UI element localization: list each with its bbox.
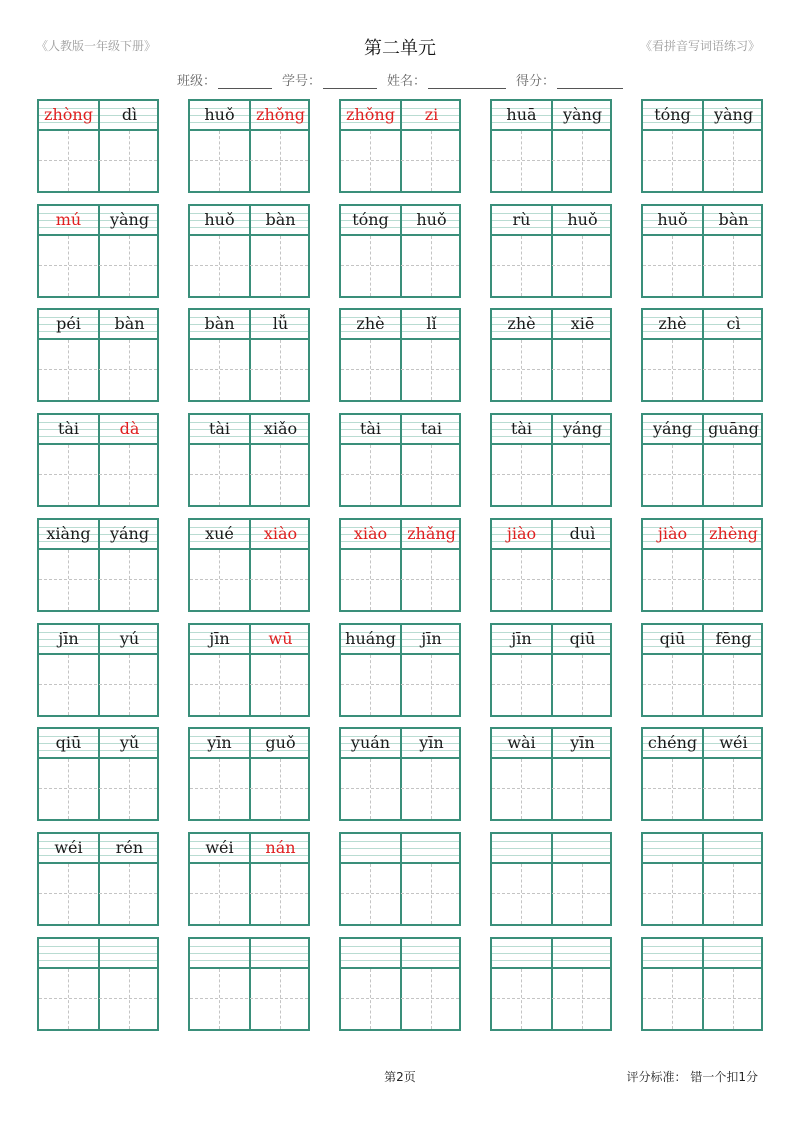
character-writing-area[interactable] [341, 550, 459, 610]
name-label: 姓名： [387, 74, 427, 89]
word-box [490, 308, 612, 402]
character-writing-area[interactable] [492, 340, 610, 400]
pinyin-left: chéng [647, 733, 698, 753]
class-label: 班级： [176, 74, 216, 89]
word-box [490, 623, 612, 717]
word-box [188, 99, 310, 193]
pinyin-right: dà [119, 419, 140, 439]
pinyin-left: zhǒng [346, 105, 395, 124]
pinyin-band [190, 729, 308, 759]
name-blank[interactable] [428, 74, 506, 89]
pinyin-left: jiào [657, 523, 688, 543]
pinyin-band [492, 939, 610, 969]
pinyin-band [39, 310, 157, 340]
pinyin-band [190, 520, 308, 550]
word-box [37, 413, 159, 507]
pinyin-right: bàn [265, 209, 296, 229]
character-writing-area[interactable] [39, 969, 157, 1029]
pinyin-right: yú [119, 628, 140, 648]
character-writing-area[interactable] [190, 236, 308, 296]
word-box [339, 308, 461, 402]
pinyin-band [643, 939, 761, 969]
character-writing-area[interactable] [492, 445, 610, 505]
pinyin-right: wéi [719, 733, 748, 753]
character-writing-area[interactable] [190, 969, 308, 1029]
word-box [641, 518, 763, 612]
word-box [37, 832, 159, 926]
word-box [339, 623, 461, 717]
pinyin-band [643, 206, 761, 236]
character-writing-area[interactable] [341, 655, 459, 715]
pinyin-band [190, 206, 308, 236]
edition-label: 《人教版一年级下册》 [36, 39, 157, 53]
word-box [490, 204, 612, 298]
pinyin-right: tai [420, 419, 443, 439]
pinyin-band [341, 625, 459, 655]
pinyin-band [492, 729, 610, 759]
word-box [37, 727, 159, 821]
word-box [188, 413, 310, 507]
pinyin-band [643, 834, 761, 864]
pinyin-band [39, 101, 157, 131]
pinyin-right: guāng [708, 419, 759, 439]
pinyin-left: xiàng [46, 523, 91, 543]
pinyin-band [341, 520, 459, 550]
character-writing-area[interactable] [341, 969, 459, 1029]
pinyin-band [341, 206, 459, 236]
pinyin-right: xiē [570, 314, 595, 334]
pinyin-right: lǚ [272, 314, 289, 334]
pinyin-left: zhòng [44, 105, 93, 124]
pinyin-band [492, 206, 610, 236]
word-box [641, 832, 763, 926]
pinyin-band [643, 101, 761, 131]
pinyin-band [39, 939, 157, 969]
word-box [188, 518, 310, 612]
pinyin-left: zhè [507, 314, 536, 334]
pinyin-left: huǒ [204, 105, 235, 124]
character-writing-area[interactable] [341, 445, 459, 505]
exercise-type-label: 《看拼音写词语练习》 [639, 39, 760, 53]
character-writing-area[interactable] [190, 550, 308, 610]
word-box [339, 518, 461, 612]
word-box [490, 937, 612, 1031]
pinyin-left: tóng [352, 209, 389, 229]
pinyin-band [492, 834, 610, 864]
character-writing-area[interactable] [190, 131, 308, 191]
word-box [37, 937, 159, 1031]
pinyin-band [341, 729, 459, 759]
pinyin-band [39, 415, 157, 445]
word-box [641, 937, 763, 1031]
character-writing-area[interactable] [643, 864, 761, 924]
character-writing-area[interactable] [643, 131, 761, 191]
student-info-bar [0, 70, 800, 89]
word-box [188, 308, 310, 402]
character-writing-area[interactable] [190, 340, 308, 400]
pinyin-right: jīn [421, 628, 442, 648]
pinyin-left: huā [506, 105, 537, 124]
pinyin-left: péi [56, 314, 81, 334]
pinyin-right: zhèng [709, 523, 758, 543]
character-writing-area[interactable] [643, 759, 761, 819]
word-box [37, 99, 159, 193]
pinyin-left: zhè [356, 314, 385, 334]
word-box [339, 204, 461, 298]
pinyin-right: yǔ [119, 733, 140, 753]
pinyin-left: wéi [205, 837, 234, 857]
pinyin-left: zhè [658, 314, 687, 334]
pinyin-band [643, 415, 761, 445]
pinyin-band [643, 310, 761, 340]
pinyin-band [341, 415, 459, 445]
pinyin-left: tóng [654, 105, 691, 124]
pinyin-left: yīn [207, 733, 232, 753]
pinyin-right: bàn [718, 209, 749, 229]
pinyin-right: huǒ [567, 209, 598, 229]
word-box [37, 308, 159, 402]
pinyin-band [492, 415, 610, 445]
word-box [37, 204, 159, 298]
character-writing-area[interactable] [492, 655, 610, 715]
word-box [339, 727, 461, 821]
word-box [641, 413, 763, 507]
student-id-field[interactable] [282, 70, 377, 89]
character-writing-area[interactable] [492, 759, 610, 819]
character-writing-area[interactable] [341, 759, 459, 819]
pinyin-right: zi [424, 105, 439, 124]
word-box [490, 832, 612, 926]
pinyin-left: wài [507, 733, 536, 753]
pinyin-band [643, 729, 761, 759]
character-writing-area[interactable] [39, 236, 157, 296]
pinyin-band [341, 101, 459, 131]
pinyin-right: yīn [570, 733, 595, 753]
pinyin-left: wéi [54, 837, 83, 857]
pinyin-right: cì [726, 314, 741, 334]
word-box [188, 727, 310, 821]
pinyin-left: qiū [659, 628, 686, 648]
pinyin-band [190, 625, 308, 655]
page-number: 第2页 [384, 1070, 416, 1084]
pinyin-left: xué [205, 523, 234, 543]
score-blank[interactable] [557, 74, 623, 89]
pinyin-band [39, 625, 157, 655]
character-writing-area[interactable] [190, 655, 308, 715]
character-writing-area[interactable] [492, 969, 610, 1029]
pinyin-right: wū [268, 628, 293, 648]
pinyin-band [492, 625, 610, 655]
student-id-label: 学号： [281, 74, 321, 89]
word-box [37, 518, 159, 612]
word-box [490, 518, 612, 612]
pinyin-band [341, 834, 459, 864]
word-box [188, 204, 310, 298]
pinyin-right: xiào [263, 523, 298, 543]
word-box [641, 308, 763, 402]
pinyin-band [190, 101, 308, 131]
pinyin-band [39, 729, 157, 759]
character-writing-area[interactable] [39, 759, 157, 819]
pinyin-right: yàng [562, 105, 603, 124]
character-writing-area[interactable] [39, 550, 157, 610]
pinyin-right: yáng [109, 523, 150, 543]
word-box [641, 99, 763, 193]
pinyin-left: tài [359, 419, 382, 439]
pinyin-left: yáng [652, 419, 693, 439]
class-blank[interactable] [218, 74, 272, 89]
pinyin-left: qiū [55, 733, 82, 753]
pinyin-band [190, 834, 308, 864]
character-writing-area[interactable] [190, 445, 308, 505]
word-box [339, 937, 461, 1031]
pinyin-right: fēng [715, 628, 752, 648]
pinyin-right: nán [265, 837, 296, 857]
pinyin-left: yuán [350, 733, 391, 753]
pinyin-band [39, 206, 157, 236]
character-writing-area[interactable] [643, 236, 761, 296]
pinyin-band [643, 520, 761, 550]
character-writing-area[interactable] [643, 655, 761, 715]
character-writing-area[interactable] [492, 131, 610, 191]
word-box [37, 623, 159, 717]
character-writing-area[interactable] [643, 550, 761, 610]
pinyin-right: dì [121, 105, 138, 124]
character-writing-area[interactable] [39, 445, 157, 505]
character-writing-area[interactable] [39, 864, 157, 924]
word-box [641, 623, 763, 717]
pinyin-right: huǒ [416, 209, 447, 229]
pinyin-right: yàng [109, 209, 150, 229]
pinyin-left: jīn [209, 628, 230, 648]
character-writing-area[interactable] [39, 340, 157, 400]
score-label: 得分： [516, 74, 556, 89]
pinyin-right: yàng [713, 105, 754, 124]
pinyin-right: yīn [419, 733, 444, 753]
character-writing-area[interactable] [39, 131, 157, 191]
pinyin-right: zhǎng [407, 523, 456, 543]
word-box [188, 937, 310, 1031]
pinyin-left: jīn [511, 628, 532, 648]
character-writing-area[interactable] [492, 864, 610, 924]
pinyin-left: huǒ [204, 209, 235, 229]
pinyin-left: mú [55, 209, 82, 229]
pinyin-band [643, 625, 761, 655]
pinyin-left: tài [57, 419, 80, 439]
character-writing-area[interactable] [643, 445, 761, 505]
pinyin-right: yáng [562, 419, 603, 439]
pinyin-right: rén [115, 837, 144, 857]
pinyin-left: jīn [58, 628, 79, 648]
page-title: 第二单元 [364, 38, 436, 59]
word-box [188, 623, 310, 717]
pinyin-left: tài [510, 419, 533, 439]
character-writing-area[interactable] [341, 131, 459, 191]
word-box [490, 413, 612, 507]
pinyin-band [190, 939, 308, 969]
character-writing-area[interactable] [643, 340, 761, 400]
word-box [641, 727, 763, 821]
word-box [339, 99, 461, 193]
character-writing-area[interactable] [341, 864, 459, 924]
character-writing-area[interactable] [492, 236, 610, 296]
pinyin-right: lǐ [426, 314, 437, 334]
word-box [339, 413, 461, 507]
character-writing-area[interactable] [190, 759, 308, 819]
character-writing-area[interactable] [190, 864, 308, 924]
pinyin-right: qiū [569, 628, 596, 648]
character-writing-area[interactable] [492, 550, 610, 610]
pinyin-band [39, 834, 157, 864]
word-box [339, 832, 461, 926]
word-box [641, 204, 763, 298]
pinyin-band [341, 939, 459, 969]
pinyin-band [39, 520, 157, 550]
pinyin-right: guǒ [265, 733, 296, 753]
word-box [188, 832, 310, 926]
pinyin-right: duì [569, 523, 596, 543]
character-writing-area[interactable] [341, 236, 459, 296]
pinyin-left: xiào [353, 523, 388, 543]
pinyin-right: bàn [114, 314, 145, 334]
character-writing-area[interactable] [643, 969, 761, 1029]
pinyin-left: tài [208, 419, 231, 439]
pinyin-band [492, 310, 610, 340]
pinyin-left: bàn [204, 314, 235, 334]
pinyin-band [190, 310, 308, 340]
pinyin-band [341, 310, 459, 340]
word-box [490, 99, 612, 193]
pinyin-left: huǒ [657, 209, 688, 229]
score-field[interactable] [516, 70, 623, 89]
word-box [490, 727, 612, 821]
pinyin-left: jiào [506, 523, 537, 543]
scoring-rule: 评分标准： 错一个扣1分 [626, 1070, 758, 1084]
student-id-blank[interactable] [323, 74, 377, 89]
pinyin-left: huáng [345, 628, 396, 648]
class-field[interactable] [177, 70, 272, 89]
pinyin-band [492, 520, 610, 550]
pinyin-right: zhǒng [256, 105, 305, 124]
pinyin-left: rù [512, 209, 531, 229]
pinyin-band [190, 415, 308, 445]
character-writing-area[interactable] [39, 655, 157, 715]
pinyin-band [492, 101, 610, 131]
pinyin-right: xiǎo [263, 419, 298, 439]
character-writing-area[interactable] [341, 340, 459, 400]
name-field[interactable] [387, 70, 506, 89]
